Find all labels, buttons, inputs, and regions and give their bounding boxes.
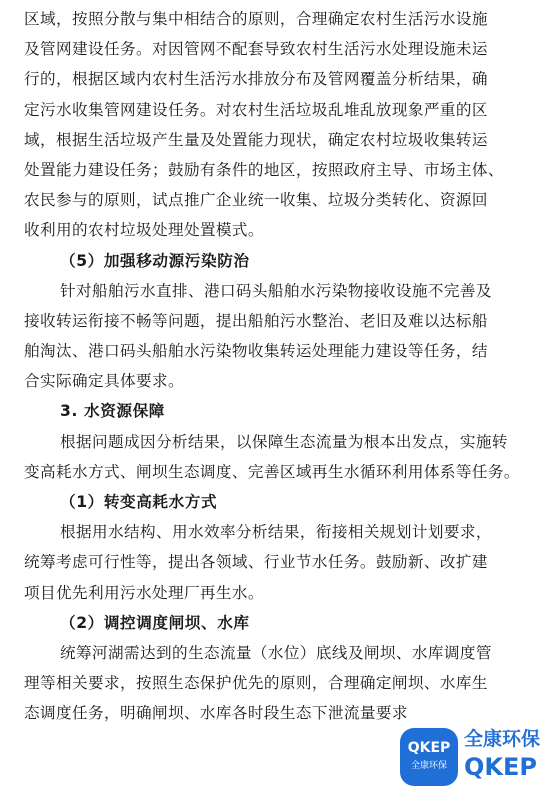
logo-code: QKEP — [464, 753, 537, 781]
body-line-22: 统筹河湖需达到的生态流量（水位）底线及闸坝、水库调度管 — [60, 643, 492, 662]
body-line-6: 处置能力建设任务；鼓励有条件的地区，按照政府主导、市场主体、 — [24, 160, 504, 179]
body-line-3: 行的，根据区域内农村生活污水排放分布及管网覆盖分析结果，确 — [24, 70, 488, 89]
body-line-7: 农民参与的原则，试点推广企业统一收集、垃圾分类转化、资源回 — [24, 191, 488, 210]
body-line-15: 根据问题成因分析结果，以保障生态流量为根本出发点，实施转 — [60, 432, 508, 451]
body-line-5: 域，根据生活垃圾产生量及处置能力现状，确定农村垃圾收集转运 — [24, 130, 488, 149]
logo-name: 全康环保 — [464, 728, 541, 750]
body-line-2: 及管网建设任务。对因管网不配套导致农村生活污水处理设施未运 — [24, 40, 488, 59]
body-line-10: 针对船舶污水直排、港口码头船舶水污染物接收设施不完善及 — [60, 281, 492, 300]
body-line-4: 定污水收集管网建设任务。对农村生活垃圾乱堆乱放现象严重的区 — [24, 100, 488, 119]
body-line-1: 区域，按照分散与集中相结合的原则，合理确定农村生活污水设施 — [24, 10, 488, 28]
body-line-12: 舶淘汰、港口码头船舶水污染物收集转运处理能力建设等任务，结 — [24, 342, 488, 361]
body-line-20: 项目优先利用污水处理厂再生水。 — [24, 583, 264, 602]
body-line-23: 理等相关要求，按照生态保护优先的原则，合理确定闸坝、水库生 — [24, 674, 488, 693]
watermark-logo — [400, 720, 544, 792]
body-line-16: 变高耗水方式、闸坝生态调度、完善区域再生水循环利用体系等任务。 — [24, 462, 520, 481]
body-line-19: 统筹考虑可行性等，提出各领域、行业节水任务。鼓励新、改扩建 — [24, 553, 488, 572]
section-heading-water-resources: 3. 水资源保障 — [60, 402, 165, 421]
body-line-8: 收利用的农村垃圾处理处置模式。 — [24, 221, 264, 240]
logo-badge-icon — [400, 728, 458, 786]
document-page — [24, 4, 532, 729]
body-line-18: 根据用水结构、用水效率分析结果，衔接相关规划计划要求， — [60, 523, 492, 542]
section-heading-dam-regulation: （2）调控调度闸坝、水库 — [60, 613, 250, 632]
body-line-13: 合实际确定具体要求。 — [24, 372, 184, 391]
section-heading-mobile-source: （5）加强移动源污染防治 — [60, 251, 250, 270]
logo-wordmark — [464, 726, 540, 782]
logo-badge-line1: QKEP — [407, 740, 451, 756]
body-line-24: 态调度任务，明确闸坝、水库各时段生态下泄流量要求 — [24, 704, 408, 723]
logo-badge-line2: 全康环保 — [410, 761, 447, 771]
section-heading-water-use: （1）转变高耗水方式 — [60, 493, 218, 511]
body-line-11: 接收转运衔接不畅等问题，提出船舶污水整治、老旧及难以达标船 — [24, 311, 488, 330]
